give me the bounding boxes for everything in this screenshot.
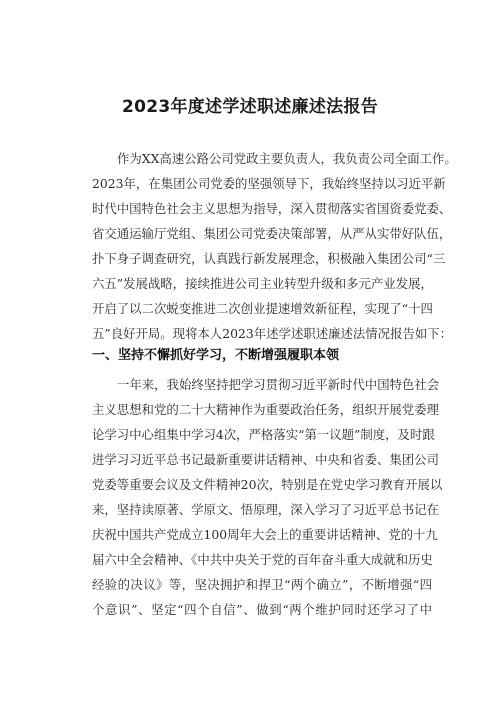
section-body-line: 来，坚持读原著、学原文、悟原理，深入学习了习近平总书记在	[92, 502, 439, 517]
intro-line: 五”良好开局。现将本人2023年述学述职述廉述法情况报告如下：	[92, 326, 453, 341]
section-heading: 一、坚持不懈抓好学习，不断增强履职本领	[92, 348, 340, 363]
intro-line: 六五”发展战略，接续推进公司主业转型升级和多元产业发展，	[92, 276, 433, 291]
section-body-line: 论学习中心组集中学习4次，严格落实“第一议题”制度，及时跟	[92, 427, 435, 442]
section-body-line: 经验的决议》等，坚决拥护和捍卫“两个确立”，不断增强“四	[92, 577, 432, 592]
section-body-line: 主义思想和党的二十大精神作为重要政治任务，组织开展党委理	[92, 402, 439, 417]
intro-line: 作为XX高速公路公司党政主要负责人，我负责公司全面工作。	[117, 151, 457, 166]
section-body-line: 庆祝中国共产党成立100周年大会上的重要讲话精神、党的十九	[92, 527, 438, 542]
section-body-line: 届六中全会精神、《中共中央关于党的百年奋斗重大成就和历史	[92, 552, 433, 567]
intro-line: 开启了以二次蜕变推进二次创业提速增效新征程，实现了“十四	[92, 301, 433, 316]
section-body-line: 个意识”、坚定“四个自信”、做到“两个维护同时还学习了中	[92, 602, 432, 617]
intro-line: 2023年，在集团公司党委的坚强领导下，我始终坚持以习近平新	[92, 176, 446, 191]
section-body-line: 党委等重要会议及文件精神20次，特别是在党史学习教育开展以	[92, 477, 443, 492]
intro-line: 时代中国特色社会主义思想为指导，深入贯彻落实省国资委党委、	[92, 201, 452, 216]
section-body-line: 进学习习近平总书记最新重要讲话精神、中央和省委、集团公司	[92, 452, 439, 467]
section-body-line: 一年来，我始终坚持把学习贯彻习近平新时代中国特色社会	[117, 377, 440, 392]
intro-line: 省交通运输厅党组、集团公司党委决策部署，从严从实带好队伍，	[92, 226, 452, 241]
intro-line: 扑下身子调查研究，认真践行新发展理念，积极融入集团公司“三	[92, 251, 446, 266]
document-title: 2023年度述学述职述廉述法报告	[121, 97, 379, 117]
